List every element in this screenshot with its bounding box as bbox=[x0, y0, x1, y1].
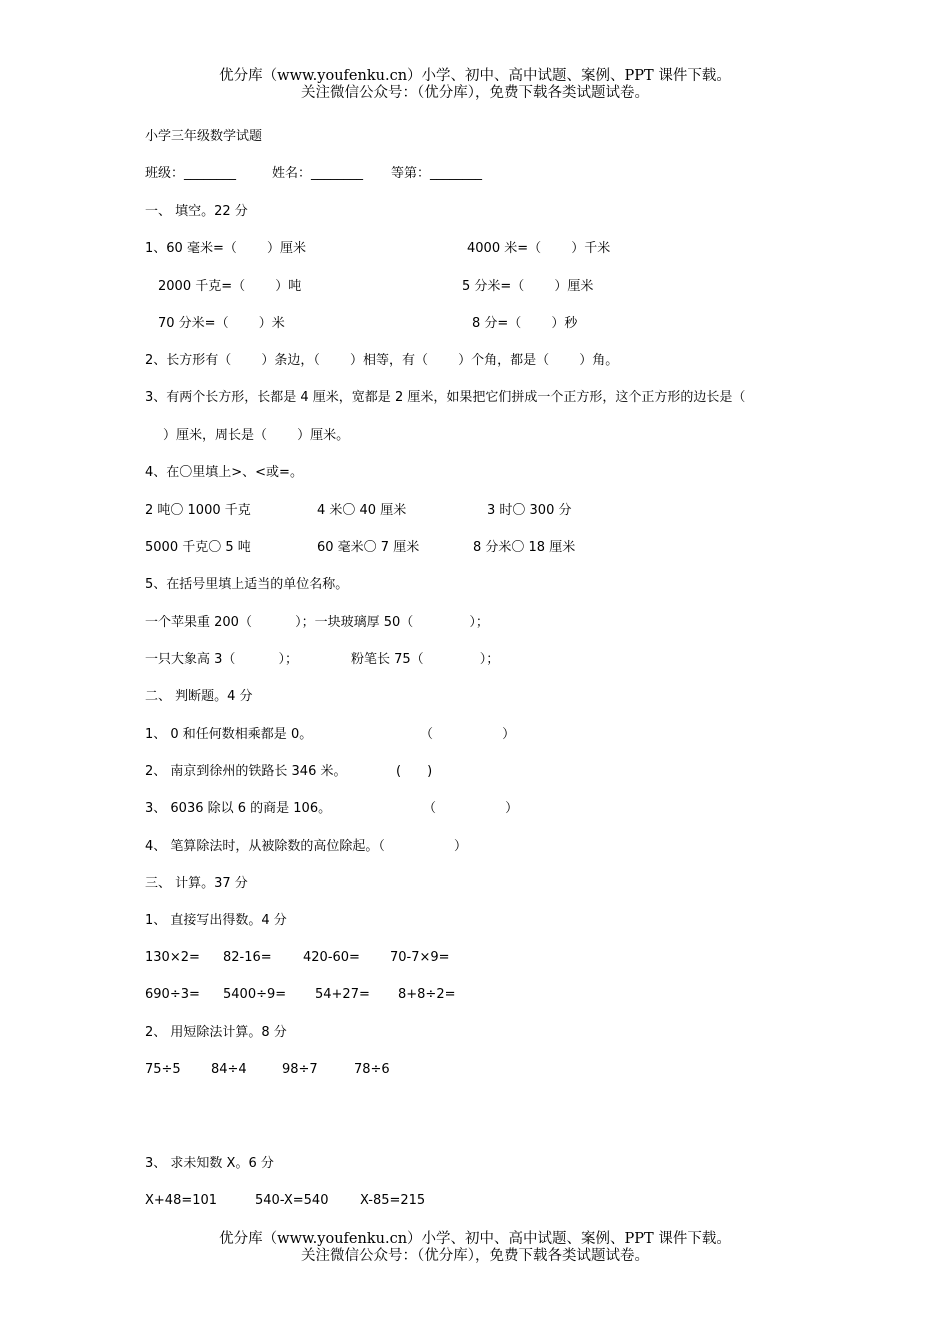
equation-item: 540-X=540 bbox=[255, 1193, 329, 1208]
q4-item-b1: 5000 千克〇 5 吨 bbox=[145, 540, 251, 555]
judge-q2: 2、 南京到徐州的铁路长 346 米。 bbox=[145, 764, 347, 779]
q1-row3-b: 8 分=（ ）秒 bbox=[472, 316, 578, 331]
q4-item-a3: 3 时〇 300 分 bbox=[487, 503, 572, 518]
footer-line-2: 关注微信公众号：（优分库），免费下载各类试题试卷。 bbox=[301, 1248, 649, 1264]
judge-q3: 3、 6036 除以 6 的商是 106。 bbox=[145, 801, 332, 816]
q3-text-line2: ）厘米，周长是（ ）厘米。 bbox=[163, 428, 350, 443]
q4-item-b3: 8 分米〇 18 厘米 bbox=[473, 540, 576, 555]
section-2-heading: 二、 判断题。4 分 bbox=[145, 689, 253, 704]
page-footer bbox=[0, 1231, 950, 1265]
calc-part2-label: 2、 用短除法计算。8 分 bbox=[145, 1025, 287, 1040]
q1-row3-a: 70 分米=（ ）米 bbox=[158, 316, 285, 331]
calc-item: 82-16= bbox=[223, 950, 272, 965]
judge-q1-bracket: （ ） bbox=[420, 727, 516, 742]
judge-q2-bracket: ( ) bbox=[396, 764, 433, 779]
q2-text: 2、长方形有（ ）条边，（ ）相等，有（ ）个角，都是（ ）角。 bbox=[145, 353, 619, 368]
calc-item: 70-7×9= bbox=[390, 950, 450, 965]
division-item: 84÷4 bbox=[211, 1062, 247, 1077]
q5-line-2a: 一只大象高 3（ ）； bbox=[145, 652, 299, 667]
division-item: 75÷5 bbox=[145, 1062, 181, 1077]
q1-row2-b: 5 分米=（ ）厘米 bbox=[462, 279, 594, 294]
q4-label: 4、在〇里填上>、<或=。 bbox=[145, 465, 303, 480]
q1-row2-a: 2000 千克=（ ）吨 bbox=[158, 279, 302, 294]
section-1-heading: 一、 填空。22 分 bbox=[145, 204, 248, 219]
calc-item: 690÷3= bbox=[145, 987, 200, 1002]
page-header bbox=[0, 68, 950, 102]
judge-q1: 1、 0 和任何数相乘都是 0。 bbox=[145, 727, 313, 742]
calc-item: 5400÷9= bbox=[223, 987, 287, 1002]
grade-field[interactable]: 等第：________ bbox=[391, 166, 483, 181]
equation-item: X+48=101 bbox=[145, 1193, 218, 1208]
q5-label: 5、在括号里填上适当的单位名称。 bbox=[145, 577, 349, 592]
header-line-1: 优分库（www.youfenku.cn）小学、初中、高中试题、案例、PPT 课件下载。 bbox=[219, 68, 731, 84]
division-item: 78÷6 bbox=[354, 1062, 390, 1077]
header-line-2: 关注微信公众号：（优分库），免费下载各类试题试卷。 bbox=[301, 85, 649, 101]
q5-line-2b: 粉笔长 75（ ）； bbox=[351, 652, 500, 667]
judge-q4: 4、 笔算除法时，从被除数的高位除起。（ ） bbox=[145, 839, 468, 854]
calc-item: 420-60= bbox=[303, 950, 360, 965]
equation-item: X-85=215 bbox=[360, 1193, 426, 1208]
calc-item: 8+8÷2= bbox=[398, 987, 456, 1002]
q1-row1-a: 1、60 毫米=（ ）厘米 bbox=[145, 241, 306, 256]
q4-item-b2: 60 毫米〇 7 厘米 bbox=[317, 540, 420, 555]
exam-title: 小学三年级数学试题 bbox=[145, 129, 263, 144]
calc-part1-label: 1、 直接写出得数。4 分 bbox=[145, 913, 287, 928]
q1-row1-b: 4000 米=（ ）千米 bbox=[467, 241, 611, 256]
judge-q3-bracket: （ ） bbox=[423, 801, 519, 816]
section-3-heading: 三、 计算。37 分 bbox=[145, 876, 248, 891]
q4-item-a1: 2 吨〇 1000 千克 bbox=[145, 503, 251, 518]
division-item: 98÷7 bbox=[282, 1062, 318, 1077]
calc-item: 130×2= bbox=[145, 950, 200, 965]
q5-line-1: 一个苹果重 200（ ）；一块玻璃厚 50（ ）； bbox=[145, 615, 489, 630]
class-field[interactable]: 班级：________ bbox=[145, 166, 237, 181]
name-field[interactable]: 姓名：________ bbox=[272, 166, 364, 181]
calc-item: 54+27= bbox=[315, 987, 370, 1002]
calc-part3-label: 3、 求未知数 X。6 分 bbox=[145, 1156, 274, 1171]
footer-line-1: 优分库（www.youfenku.cn）小学、初中、高中试题、案例、PPT 课件下载。 bbox=[219, 1231, 731, 1247]
q4-item-a2: 4 米〇 40 厘米 bbox=[317, 503, 407, 518]
q3-text-line1: 3、有两个长方形，长都是 4 厘米，宽都是 2 厘米，如果把它们拼成一个正方形，这个正方形的边长是（ bbox=[145, 390, 746, 405]
